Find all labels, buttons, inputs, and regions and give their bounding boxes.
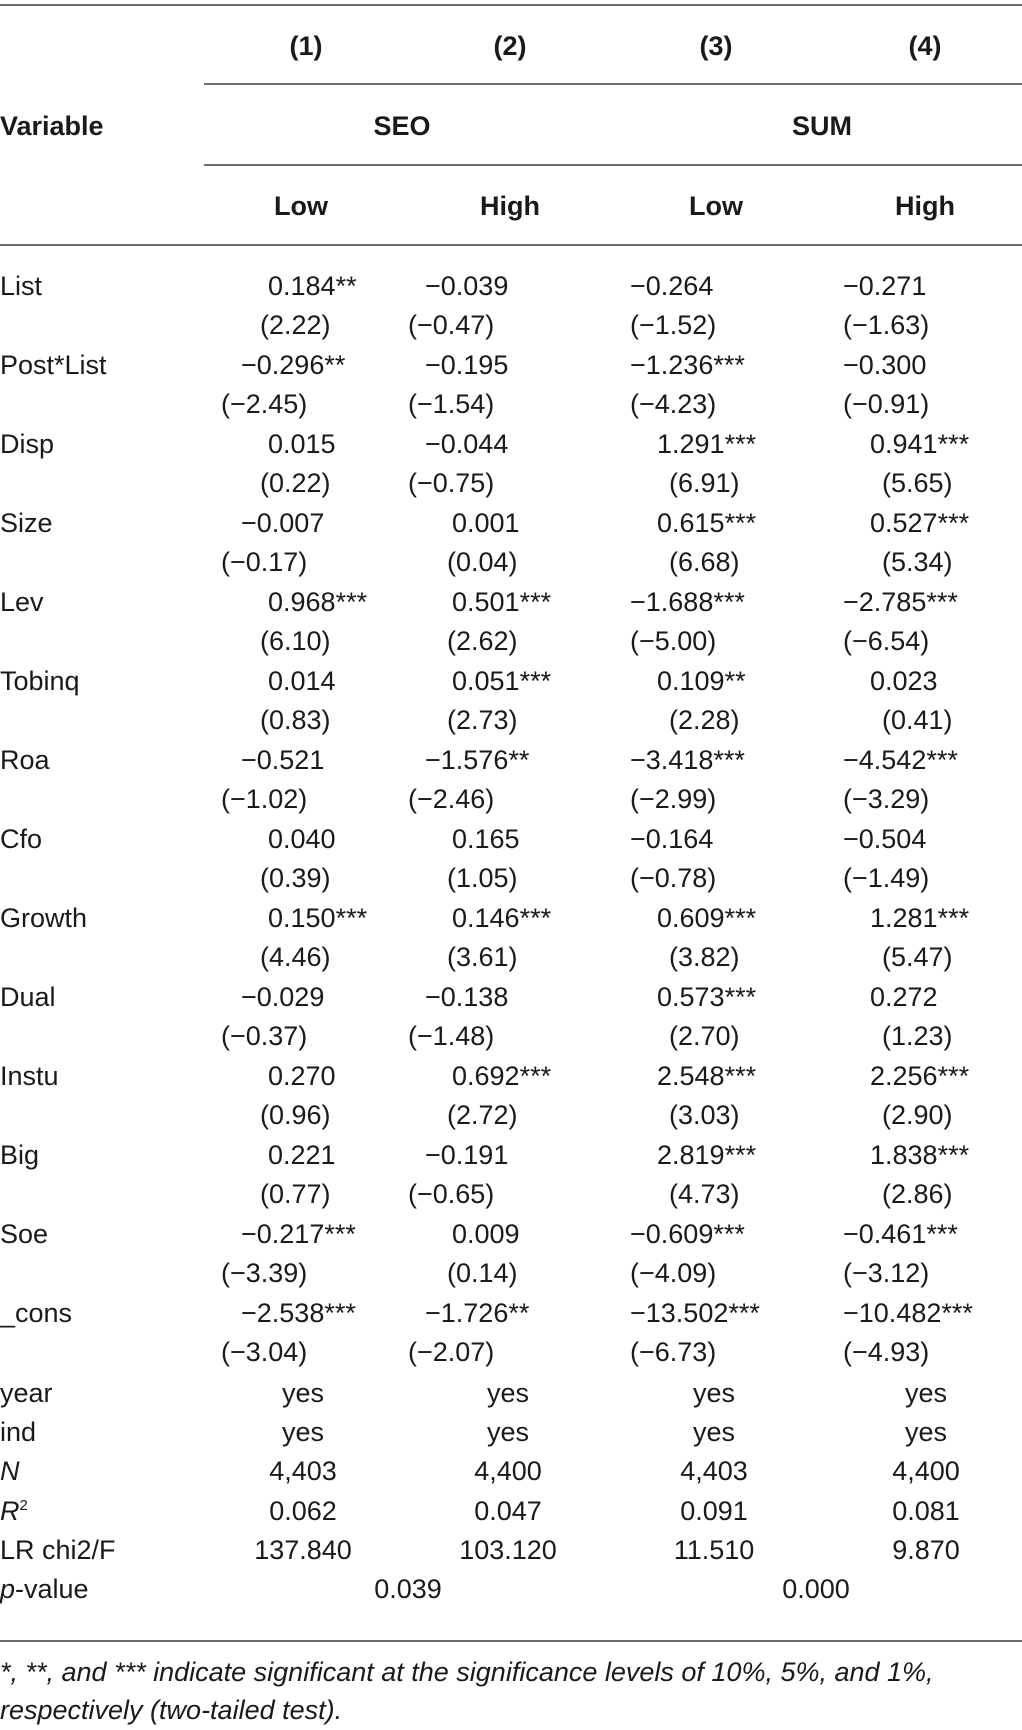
t-stat-cell: (1.23) (882, 1021, 953, 1051)
coefficient-cell: −1.688*** (630, 587, 745, 617)
superscript: 2 (19, 1496, 28, 1514)
t-stat-cell: (6.10) (260, 626, 331, 656)
coefficient-cell: 0.692*** (452, 1061, 552, 1091)
coefficient-cell: −1.236*** (630, 350, 745, 380)
coefficient-cell: −0.007 (241, 508, 325, 538)
variable-name: _cons (0, 1298, 73, 1328)
coefficient-cell: 0.968*** (268, 587, 368, 617)
summary-value: 0.081 (892, 1495, 960, 1526)
t-stat-cell: (0.77) (260, 1179, 331, 1209)
summary-label-text: ind (0, 1417, 37, 1448)
coefficient-cell: −1.726** (425, 1298, 530, 1328)
summary-label-text: LR chi2/F (0, 1534, 116, 1565)
summary-label (0, 1416, 36, 1448)
group-header: SEO (373, 111, 431, 141)
summary-value: 4,400 (474, 1456, 542, 1487)
t-stat-cell: (−3.04) (221, 1337, 308, 1367)
summary-value: yes (904, 1378, 948, 1408)
t-stat-cell: (2.90) (882, 1100, 953, 1130)
coefficient-cell: −0.217*** (241, 1219, 356, 1249)
coefficient-cell: −0.044 (425, 429, 509, 459)
footnote: *, **, and *** indicate significant at the significance levels of 10%, 5%, and 1%, respectively (two-tailed test). (0, 1657, 934, 1725)
variable-name: Soe (0, 1219, 49, 1249)
coefficient-cell: 0.146*** (452, 903, 552, 933)
coefficient-cell: 2.256*** (870, 1061, 970, 1091)
coefficient-cell: −2.538*** (241, 1298, 356, 1328)
subgroup-header: Low (689, 191, 743, 221)
coefficient-cell: −0.609*** (630, 1219, 745, 1249)
coefficient-cell: 0.609*** (657, 903, 757, 933)
t-stat-cell: (−0.17) (221, 547, 308, 577)
coefficient-cell: 0.941*** (870, 429, 970, 459)
t-stat-cell: (−3.29) (843, 784, 930, 814)
t-stat-cell: (−4.09) (630, 1258, 717, 1288)
summary-value: yes (486, 1378, 530, 1408)
coefficient-cell: −0.138 (425, 982, 509, 1012)
coefficient-cell: 0.051*** (452, 666, 552, 696)
t-stat-cell: (0.14) (447, 1258, 518, 1288)
coefficient-cell: −2.785*** (843, 587, 958, 617)
t-stat-cell: (−2.99) (630, 784, 717, 814)
t-stat-cell: (−0.65) (408, 1179, 495, 1209)
t-stat-cell: (−0.75) (408, 468, 495, 498)
t-stat-cell: (−4.23) (630, 389, 717, 419)
coefficient-cell: 0.221 (268, 1140, 336, 1170)
variable-name: Tobinq (0, 666, 80, 696)
summary-label (0, 1455, 20, 1487)
subgroup-header: Low (274, 191, 328, 221)
pvalue-label-rest: -value (15, 1574, 89, 1604)
t-stat-cell: (−1.52) (630, 310, 717, 340)
t-stat-cell: (3.82) (669, 942, 740, 972)
summary-value: yes (281, 1378, 325, 1408)
t-stat-cell: (−1.02) (221, 784, 308, 814)
t-stat-cell: (5.65) (882, 468, 953, 498)
t-stat-cell: (−5.00) (630, 626, 717, 656)
summary-label-text: N (0, 1456, 20, 1487)
variable-name: Cfo (0, 824, 43, 854)
coefficient-cell: 0.270 (268, 1061, 336, 1091)
summary-value: 4,403 (269, 1456, 337, 1487)
coefficient-cell: −0.504 (843, 824, 927, 854)
coefficient-cell: 0.023 (870, 666, 938, 696)
t-stat-cell: (6.68) (669, 547, 740, 577)
subgroup-header: High (895, 191, 955, 221)
variable-name: Growth (0, 903, 88, 933)
t-stat-cell: (0.39) (260, 863, 331, 893)
t-stat-cell: (−2.46) (408, 784, 495, 814)
summary-value: yes (281, 1417, 325, 1448)
t-stat-cell: (−1.63) (843, 310, 930, 340)
coefficient-cell: 1.291*** (657, 429, 757, 459)
pvalue-value: 0.039 (374, 1574, 442, 1604)
coefficient-cell: 0.615*** (657, 508, 757, 538)
t-stat-cell: (−3.39) (221, 1258, 308, 1288)
coefficient-cell: 0.014 (268, 666, 336, 696)
t-stat-cell: (2.70) (669, 1021, 740, 1051)
coefficient-cell: −4.542*** (843, 745, 958, 775)
coefficient-cell: 0.040 (268, 824, 336, 854)
t-stat-cell: (−6.54) (843, 626, 930, 656)
t-stat-cell: (−6.73) (630, 1337, 717, 1367)
top-rule (0, 4, 1022, 6)
header-bottom-rule (0, 244, 1022, 246)
variable-name: Dual (0, 982, 56, 1012)
coefficient-cell: −0.029 (241, 982, 325, 1012)
coefficient-cell: 0.165 (452, 824, 520, 854)
summary-value: 0.091 (680, 1495, 748, 1526)
coefficient-cell: 0.015 (268, 429, 336, 459)
t-stat-cell: (2.62) (447, 626, 518, 656)
variable-name: List (0, 271, 43, 301)
coefficient-cell: 1.838*** (870, 1140, 970, 1170)
t-stat-cell: (2.22) (260, 310, 331, 340)
column-number: (3) (699, 31, 733, 61)
t-stat-cell: (1.05) (447, 863, 518, 893)
coefficient-cell: 2.548*** (657, 1061, 757, 1091)
t-stat-cell: (6.91) (669, 468, 740, 498)
summary-label (0, 1495, 28, 1527)
coefficient-cell: −13.502*** (630, 1298, 760, 1328)
coefficient-cell: 0.573*** (657, 982, 757, 1012)
coefficient-cell: −0.191 (425, 1140, 509, 1170)
coefficient-cell: −1.576** (425, 745, 530, 775)
coefficient-cell: −0.164 (630, 824, 714, 854)
summary-label (0, 1377, 53, 1409)
coefficient-cell: 0.001 (452, 508, 520, 538)
summary-value: 0.047 (474, 1495, 542, 1526)
variable-name: Lev (0, 587, 44, 617)
summary-label-text: R (0, 1495, 20, 1526)
variable-name: Roa (0, 745, 50, 775)
coefficient-cell: −0.461*** (843, 1219, 958, 1249)
column-number: (1) (289, 31, 323, 61)
subgroup-header: High (480, 191, 540, 221)
t-stat-cell: (−0.37) (221, 1021, 308, 1051)
coefficient-cell: 1.281*** (870, 903, 970, 933)
t-stat-cell: (−3.12) (843, 1258, 930, 1288)
t-stat-cell: (4.73) (669, 1179, 740, 1209)
summary-value: yes (486, 1417, 530, 1448)
t-stat-cell: (2.28) (669, 705, 740, 735)
summary-value: 137.840 (254, 1534, 352, 1565)
coefficient-cell: 2.819*** (657, 1140, 757, 1170)
t-stat-cell: (5.34) (882, 547, 953, 577)
subgroup-rule (204, 164, 1022, 166)
t-stat-cell: (0.83) (260, 705, 331, 735)
coefficient-cell: 0.150*** (268, 903, 368, 933)
t-stat-cell: (−2.07) (408, 1337, 495, 1367)
t-stat-cell: (−1.48) (408, 1021, 495, 1051)
coefficient-cell: −0.039 (425, 271, 509, 301)
coefficient-cell: 0.109** (657, 666, 746, 696)
summary-value: 4,403 (680, 1456, 748, 1487)
summary-value: 11.510 (673, 1534, 755, 1565)
t-stat-cell: (3.03) (669, 1100, 740, 1130)
table-bottom-rule (0, 1640, 1022, 1642)
coefficient-cell: 0.501*** (452, 587, 552, 617)
t-stat-cell: (0.96) (260, 1100, 331, 1130)
t-stat-cell: (−0.78) (630, 863, 717, 893)
summary-value: yes (692, 1378, 736, 1408)
coefficient-cell: −10.482*** (843, 1298, 973, 1328)
group-rule (204, 83, 1022, 85)
pvalue-label-italic: p (0, 1574, 16, 1604)
coefficient-cell: −0.296** (241, 350, 346, 380)
coefficient-cell: −0.264 (630, 271, 714, 301)
summary-value: 0.062 (269, 1495, 337, 1526)
variable-name: Disp (0, 429, 55, 459)
variable-name: Post*List (0, 350, 107, 380)
t-stat-cell: (5.47) (882, 942, 953, 972)
variable-name: Big (0, 1140, 40, 1170)
coefficient-cell: −0.271 (843, 271, 927, 301)
coefficient-cell: −3.418*** (630, 745, 745, 775)
t-stat-cell: (−1.49) (843, 863, 930, 893)
t-stat-cell: (4.46) (260, 942, 331, 972)
summary-value: yes (904, 1417, 948, 1448)
t-stat-cell: (0.04) (447, 547, 518, 577)
t-stat-cell: (−1.54) (408, 389, 495, 419)
t-stat-cell: (3.61) (447, 942, 518, 972)
pvalue-label (0, 1573, 89, 1605)
column-number: (2) (493, 31, 527, 61)
pvalue-value: 0.000 (782, 1574, 850, 1604)
summary-value: 103.120 (459, 1534, 557, 1565)
t-stat-cell: (0.22) (260, 468, 331, 498)
summary-label (0, 1534, 116, 1566)
summary-value: 9.870 (892, 1534, 960, 1565)
group-header: SUM (792, 111, 852, 141)
t-stat-cell: (0.41) (882, 705, 953, 735)
t-stat-cell: (2.73) (447, 705, 518, 735)
t-stat-cell: (2.86) (882, 1179, 953, 1209)
coefficient-cell: 0.527*** (870, 508, 970, 538)
t-stat-cell: (−2.45) (221, 389, 308, 419)
t-stat-cell: (−0.91) (843, 389, 930, 419)
summary-value: 4,400 (892, 1456, 960, 1487)
variable-name: Size (0, 508, 53, 538)
t-stat-cell: (2.72) (447, 1100, 518, 1130)
t-stat-cell: (−4.93) (843, 1337, 930, 1367)
summary-label-text: year (0, 1378, 53, 1408)
column-number: (4) (908, 31, 942, 61)
variable-name: Instu (0, 1061, 59, 1091)
coefficient-cell: 0.272 (870, 982, 938, 1012)
coefficient-cell: −0.195 (425, 350, 509, 380)
t-stat-cell: (−0.47) (408, 310, 495, 340)
coefficient-cell: −0.521 (241, 745, 325, 775)
coefficient-cell: 0.184** (268, 271, 357, 301)
summary-value: yes (692, 1417, 736, 1448)
coefficient-cell: −0.300 (843, 350, 927, 380)
variable-header: Variable (0, 111, 104, 141)
coefficient-cell: 0.009 (452, 1219, 520, 1249)
